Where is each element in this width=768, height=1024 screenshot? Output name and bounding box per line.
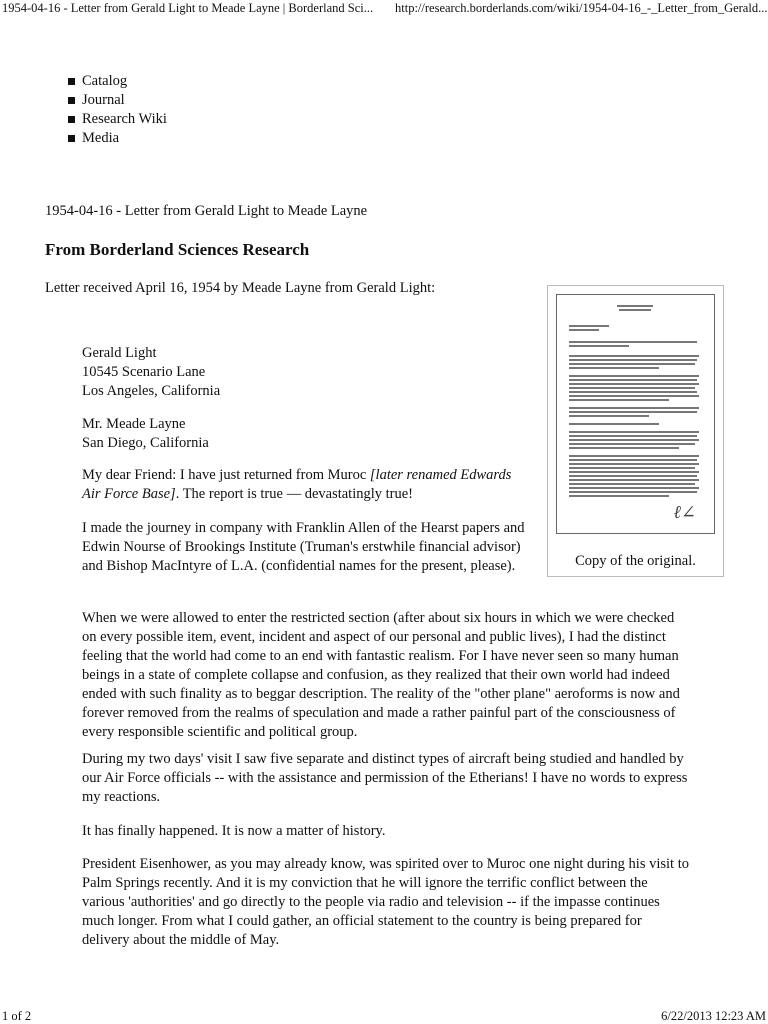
document-title: 1954-04-16 - Letter from Gerald Light to Meade Layne | Borderland Sci... xyxy=(2,1,374,15)
original-letter-figure xyxy=(547,285,724,577)
bullet-icon xyxy=(68,135,75,142)
nav-link-journal[interactable]: Journal xyxy=(82,92,125,108)
sender-name: Gerald Light xyxy=(82,345,157,361)
greeting-text: My dear Friend: I have just returned from Muroc xyxy=(82,467,370,483)
nav-item-journal xyxy=(68,91,167,110)
paragraph-2: When we were allowed to enter the restricted section (after about six hours in which we were checked on every possible item, event, incident and aspect of our personal and public lives), I had the distinct feeling that the world had come to an end with fantastic realism. For I have never seen so many human beings in a state of complete collapse and confusion, as they realized that their own world had indeed ended with such finality as to beggar description. The reality of the "other plane" aeroforms is now and forever removed from the realms of speculation and made a rather painful part of the consciousness of every responsible scientific and political group. xyxy=(82,610,680,740)
paragraph-4: It has finally happened. It is now a matter of history. xyxy=(82,823,386,839)
nav-item-media xyxy=(68,129,167,148)
sender-street: 10545 Scenario Lane xyxy=(82,364,206,380)
paragraph-1: I made the journey in company with Franklin Allen of the Hearst papers and Edwin Nourse of Brookings Institute (Truman's erstwhile financial advisor) and Bishop MacIntyre of L.A. (confidential names for the present, please). xyxy=(82,520,525,574)
section-heading: From Borderland Sciences Research xyxy=(45,240,310,259)
print-datetime: 6/22/2013 12:23 AM xyxy=(661,1009,766,1023)
recipient-name: Mr. Meade Layne xyxy=(82,416,186,432)
print-header xyxy=(0,0,768,16)
bullet-icon xyxy=(68,97,75,104)
page-number: 1 of 2 xyxy=(2,1009,32,1023)
greeting-paragraph xyxy=(82,466,527,504)
signature-mark: ℓ∠ xyxy=(673,502,696,522)
page-title: 1954-04-16 - Letter from Gerald Light to Meade Layne xyxy=(45,203,368,219)
editor-note: [later renamed Edwards Air Force Base] xyxy=(82,467,512,502)
letter-scan-image[interactable] xyxy=(556,294,715,534)
bullet-icon xyxy=(68,116,75,123)
page-url: http://research.borderlands.com/wiki/1954-04-16_-_Letter_from_Gerald... xyxy=(395,1,768,15)
nav-link-media[interactable]: Media xyxy=(82,130,120,146)
sender-city: Los Angeles, California xyxy=(82,383,221,399)
nav-item-research-wiki xyxy=(68,110,167,129)
intro-text: Letter received April 16, 1954 by Meade Layne from Gerald Light: xyxy=(45,280,436,296)
nav-link-research-wiki[interactable]: Research Wiki xyxy=(82,111,167,127)
paragraph-3: During my two days' visit I saw five separate and distinct types of aircraft being studied and handled by our Air Force officials -- with the assistance and permission of the Etherians! I have no words to express my reactions. xyxy=(82,751,688,805)
recipient-city: San Diego, California xyxy=(82,435,209,451)
recipient-address xyxy=(82,415,209,453)
greeting-end: . The report is true — devastatingly true! xyxy=(175,486,414,502)
nav-item-catalog xyxy=(68,72,167,91)
sender-address xyxy=(82,344,220,401)
figure-caption: Copy of the original. xyxy=(575,553,696,569)
nav-link-catalog[interactable]: Catalog xyxy=(82,73,128,89)
bullet-icon xyxy=(68,78,75,85)
site-nav xyxy=(68,72,167,148)
paragraph-5: President Eisenhower, as you may already know, was spirited over to Muroc one night during his visit to Palm Springs recently. And it is my conviction that he will ignore the terrific conflict between the various 'authorities' and go directly to the people via radio and television -- if the impasse continues much longer. From what I could gather, an official statement to the country is being prepared for delivery about the middle of May. xyxy=(82,856,689,948)
